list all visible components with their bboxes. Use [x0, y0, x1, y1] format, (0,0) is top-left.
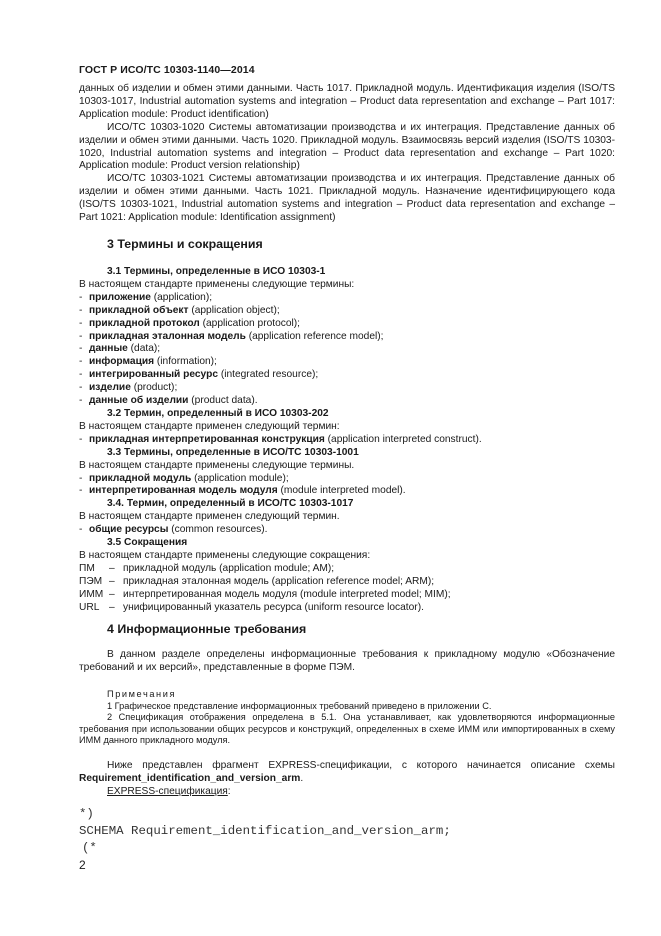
code-line: (*	[82, 841, 97, 855]
subsection-intro: В настоящем стандарте применены следующие термины.	[79, 459, 355, 471]
page-number: 2	[79, 858, 86, 872]
subsection-heading: 3.3 Термины, определенные в ИСО/ТС 10303-1001	[107, 446, 359, 458]
term-item: - прикладной модуль (application module);	[79, 472, 289, 484]
term-item: - интегрированный ресурс (integrated resource);	[79, 369, 319, 381]
express-intro-text: Ниже представлен фрагмент EXPRESS-спецификации, с которого начинается описание схемы	[107, 760, 615, 771]
note-item: 2 Спецификация отображения определена в 5.1. Она устанавливает, как удовлетворяются информационные требования при использовании общих ресурсов и конструкций, определенных в схеме ИММ или импортированных в схему ИММ данного прикладного модуля.	[79, 712, 615, 746]
term-item: - прикладная эталонная модель (application reference model);	[79, 330, 384, 342]
code-line: *)	[79, 807, 94, 821]
abbreviation-item: ПЭМ – прикладная эталонная модель (application reference model; ARM);	[79, 575, 435, 587]
express-intro-paragraph: Ниже представлен фрагмент EXPRESS-спецификации, с которого начинается описание схемы Requirement_identification_and_version_arm. EXPRESS-спецификация:	[79, 760, 615, 797]
paragraph-text: В данном разделе определены информационные требования к прикладному модулю «Обозначение требований и их версий», представленные в форме ПЭМ.	[79, 649, 615, 673]
term-item: - данные об изделии (product data).	[79, 395, 258, 407]
schema-name: Requirement_identification_and_version_arm	[79, 772, 301, 784]
section-4-title: 4 Информационные требования	[107, 622, 307, 636]
abbreviation-item: ПМ – прикладной модуль (application module; AM);	[79, 562, 335, 574]
term-item: - интерпретированная модель модуля (module interpreted model).	[79, 485, 406, 497]
express-code-block	[79, 806, 451, 857]
subsection-heading: 3.5 Сокращения	[107, 537, 188, 549]
subsection-intro: В настоящем стандарте применены следующие сокращения:	[79, 549, 371, 561]
term-item: - общие ресурсы (common resources).	[79, 524, 268, 536]
subsection-intro: В настоящем стандарте применен следующий термин:	[79, 420, 340, 432]
term-item: - прикладной объект (application object);	[79, 304, 280, 316]
normative-references	[79, 83, 615, 225]
term-item: - данные (data);	[79, 343, 161, 355]
subsection-heading: 3.4. Термин, определенный в ИСО/ТС 10303-1017	[107, 498, 354, 510]
express-label: EXPRESS-спецификация	[107, 785, 228, 797]
subsection-intro: В настоящем стандарте применен следующий термин.	[79, 511, 340, 523]
section-4-paragraph	[79, 649, 615, 675]
running-header: ГОСТ Р ИСО/ТС 10303-1140—2014	[79, 64, 255, 76]
term-item: - прикладная интерпретированная конструкция (application interpreted construct).	[79, 433, 482, 445]
reference-text: ИСО/ТС 10303-1020 Системы автоматизации производства и их интеграция. Представление данных об изделии и обмен этими данными. Часть 1020. Прикладной модуль. Взаимосвязь версий изделия (ISO/TS 10303-1020, Industrial automation systems and integration – Product data representation and exchange – Part 1020: Application module: Product version relationship)	[79, 121, 615, 172]
term-item: - приложение (application);	[79, 291, 213, 303]
abbreviation-item: URL – унифицированный указатель ресурса (uniform resource locator).	[79, 601, 424, 613]
reference-text: данных об изделии и обмен этими данными. Часть 1017. Прикладной модуль. Идентификация изделия (ISO/TS 10303-1017, Industrial automation systems and integration – Product data representation and exchange – Part 1017: Application module: Product identification)	[79, 83, 615, 120]
subsection-heading: 3.1 Термины, определенные в ИСО 10303-1	[107, 266, 326, 277]
terms-section	[79, 266, 615, 614]
section-3-title: 3 Термины и сокращения	[107, 237, 263, 251]
notes-block	[79, 689, 615, 747]
note-item: 1 Графическое представление информационных требований приведено в приложении С.	[107, 700, 492, 711]
abbreviation-item: ИММ – интерпретированная модель модуля (module interpreted model; MIM);	[79, 588, 451, 600]
reference-entry	[79, 173, 615, 225]
subsection-heading: 3.2 Термин, определенный в ИСО 10303-202	[107, 407, 329, 419]
term-item: - прикладной протокол (application protocol);	[79, 317, 300, 329]
reference-entry	[79, 83, 615, 122]
code-line: SCHEMA Requirement_identification_and_version_arm;	[79, 824, 451, 838]
reference-entry	[79, 122, 615, 174]
notes-title: Примечания	[107, 689, 177, 699]
subsection-intro: В настоящем стандарте применены следующие термины:	[79, 278, 355, 290]
term-item: - информация (information);	[79, 356, 217, 368]
term-item: - изделие (product);	[79, 382, 178, 394]
reference-text: ИСО/ТС 10303-1021 Системы автоматизации производства и их интеграция. Представление данных об изделии и обмен этими данными. Часть 1021. Прикладной модуль. Назначение идентифицирующего кода (ISO/TS 10303-1021, Industrial automation systems and integration – Product data representation and exchange – Part 1021: Application module: Identification assignment)	[79, 173, 615, 224]
